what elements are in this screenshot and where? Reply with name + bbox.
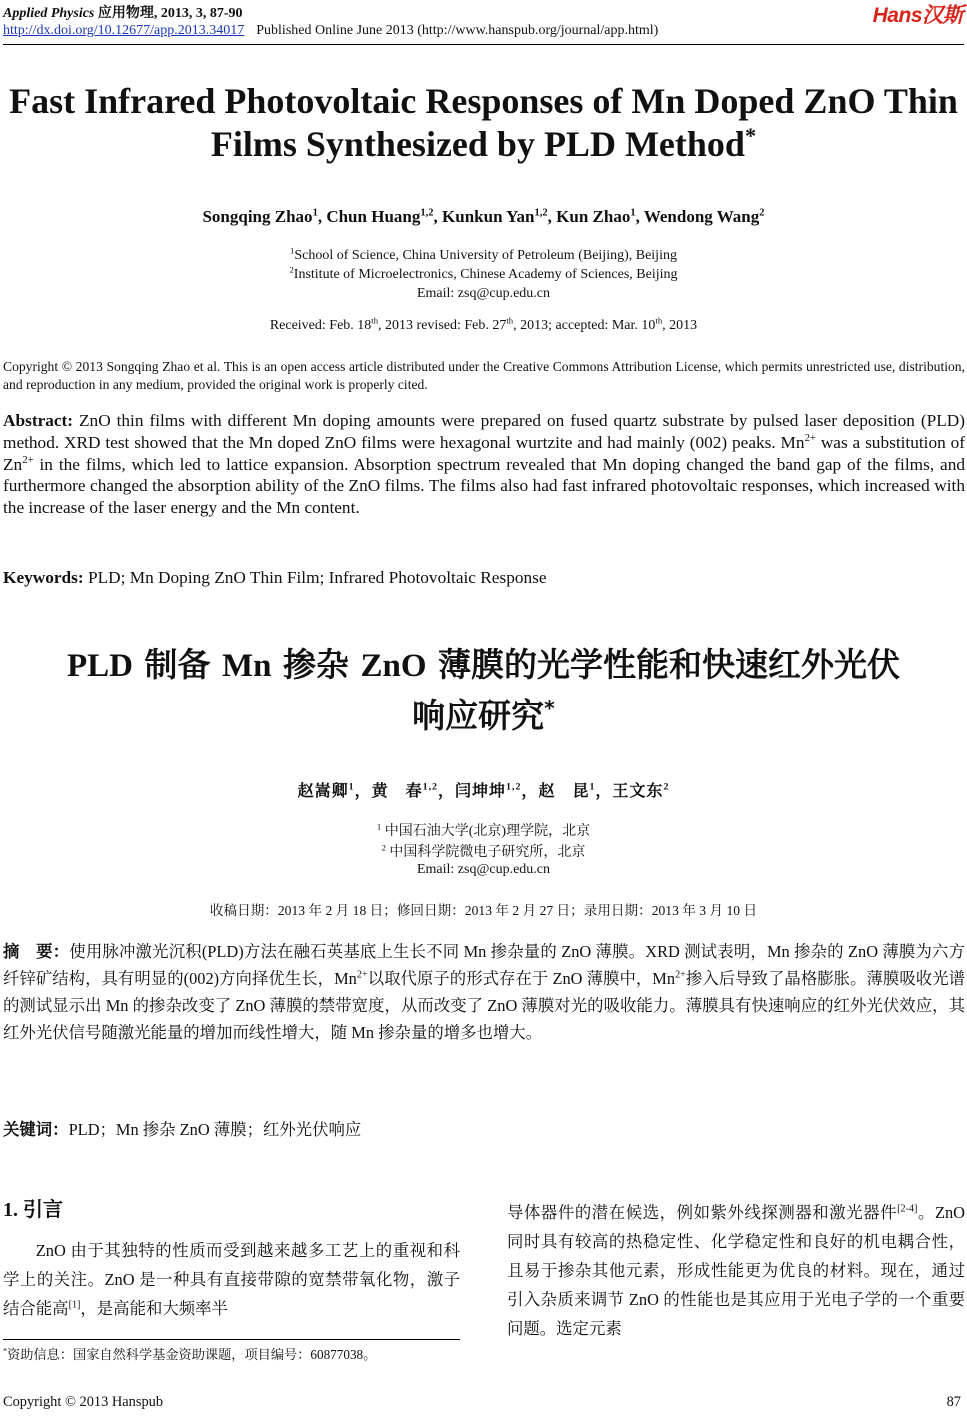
title-segment: Mn [221, 648, 272, 684]
ion-charge: 2+ [356, 969, 368, 981]
chinese-email: Email: zsq@cup.edu.cn [416, 862, 551, 877]
author-name: 闫坤坤 [455, 783, 507, 800]
revised-date-text: , 2013 revised: Feb. 27 [378, 318, 507, 333]
abstract-text: 掺入后导致了晶格膨胀。薄膜吸收光谱的测试显示出 Mn 的掺杂改变了 ZnO 薄膜的禁带宽度，从而改变了 ZnO 薄膜对光的吸收能力。薄膜具有快速响应的红外光伏效应，其红外光伏信号随激光能量的增加而线性增大，随 Mn 掺杂量的增多也增大。 [3, 969, 966, 1042]
english-affiliation-2 [0, 264, 967, 283]
funding-footnote [3, 1344, 376, 1363]
page-number: 87 [946, 1394, 961, 1410]
english-abstract [3, 410, 965, 519]
abstract-text: in the films, which led to lattice expansion. Absorption spectrum revealed that Mn doping changed the band gap of the films, and furthermore changed the absorption ability of the ZnO films. The films also had fast infrared photovoltaic responses, which increased with the increase of the laser energy and the Mn content. [3, 454, 965, 518]
title-segment: ZnO [360, 648, 427, 684]
author-name: 黄 春 [371, 783, 423, 800]
title-footnote-mark: * [544, 696, 555, 720]
footnote-text: 资助信息：国家自然科学基金资助课题，项目编号：60877038。 [7, 1347, 377, 1362]
chinese-title-line-1 [0, 640, 967, 691]
title-segment: 薄膜的光学性能和快速红外光伏 [426, 645, 900, 684]
chinese-title [0, 640, 967, 741]
ion-charge: 2+ [675, 969, 686, 981]
author-name: Wendong Wang [643, 207, 760, 226]
paragraph-text: 导体器件的潜在候选，例如紫外线探测器和激光器件 [507, 1203, 898, 1222]
doi-link[interactable]: http://dx.doi.org/10.12677/app.2013.34017 [3, 23, 245, 38]
affil-text: 中国石油大学(北京)理学院，北京 [384, 824, 591, 839]
author-affil-mark: 2 [759, 207, 765, 219]
affil-mark: 2 [289, 264, 294, 275]
chinese-abstract [3, 938, 965, 1046]
title-segment: 响应研究 [412, 696, 545, 735]
chinese-authors: 赵嵩卿$^1$，黄 春$^{1,2}$，闫坤坤$^{1,2}$，赵 昆$^1$，王文东$^2$ [297, 781, 670, 800]
english-copyright-notice: Copyright © 2013 Songqing Zhao et al. This is an open access article distributed under the Creative Commons Attribution License, which permits unrestricted use, distribution, and reproduction in any medium, provided the original work is properly cited. [3, 359, 965, 392]
footnote-divider [3, 1339, 460, 1340]
author-name: 赵嵩卿 [297, 783, 349, 800]
author-affil-mark: 1 [312, 207, 318, 219]
author-affil-mark: 1 [348, 781, 355, 793]
received-date-text: Received: Feb. 18 [269, 318, 372, 333]
affil-text: Institute of Microelectronics, Chinese Academy of Sciences, Beijing [293, 267, 678, 282]
ordinal-suffix: th [655, 315, 663, 326]
paragraph-text: ZnO 由于其独特的性质而受到越来越多工艺上的重视和科学上的关注。ZnO 是一种具有直接带隙的宽禁带氧化物，激子结合能高 [3, 1241, 460, 1318]
english-keywords [3, 568, 965, 588]
english-affiliation-1 [0, 245, 967, 264]
english-title-text: Fast Infrared Photovoltaic Responses of Mn Doped ZnO Thin Films Synthesized by PLD Method [9, 81, 958, 164]
title-segment: 制备 [132, 645, 222, 684]
english-email: Email: zsq@cup.edu.cn [416, 286, 551, 301]
journal-name-en: Applied Physics [3, 6, 95, 21]
author-affil-mark: 1 [589, 781, 596, 793]
abstract-label: 摘 要： [3, 942, 70, 961]
ordinal-suffix: th [506, 315, 514, 326]
keywords-label: Keywords: [3, 568, 84, 587]
keywords-text: PLD; Mn Doping ZnO Thin Film; Infrared Photovoltaic Response [83, 568, 547, 587]
citation-ref[interactable]: [1] [68, 1299, 81, 1311]
author-affil-mark: 1,2 [422, 781, 438, 793]
accepted-year-text: , 2013 [662, 318, 698, 333]
author-name: 王文东 [612, 783, 664, 800]
ordinal-suffix: th [371, 315, 379, 326]
author-affil-mark: 1 [630, 207, 636, 219]
affil-mark: 2 [381, 842, 386, 853]
footer-copyright: Copyright © 2013 Hanspub [3, 1394, 164, 1410]
intro-paragraph [3, 1236, 460, 1323]
accepted-date-text: , 2013; accepted: Mar. 10 [513, 318, 656, 333]
abstract-text: 以取代原子的形式存在于 ZnO 薄膜中，Mn [367, 969, 676, 988]
english-authors: Songqing Zhao$^1$, Chun Huang$^{1,2}$, Kunkun Yan$^{1,2}$, Kun Zhao$^1$, Wendong Wang$^2$ [202, 207, 765, 226]
author-affil-mark: 1,2 [420, 207, 434, 219]
english-received-dates [0, 315, 967, 334]
abstract-text: 使用脉冲激光沉积(PLD)方法在融石英基底上生长不同 Mn 掺杂量的 ZnO 薄膜。XRD 测试表明，Mn 掺杂的 ZnO 薄膜为六方纤锌矿结构，具有明显的(002)方向择优生长，Mn [3, 942, 965, 988]
chinese-affiliation-2 [0, 841, 967, 861]
citation-ref[interactable]: [2-4] [897, 1203, 918, 1215]
journal-name-cn: 应用物理, 2013, 3, 87-90 [97, 6, 243, 21]
author-affil-mark: 2 [663, 781, 670, 793]
author-name: Kun Zhao [556, 207, 631, 226]
keywords-label: 关键词： [3, 1120, 69, 1139]
author-name: Kunkun Yan [442, 207, 535, 226]
abstract-text: was a substitution of Zn [3, 432, 965, 474]
paragraph-text: 。ZnO 同时具有较高的热稳定性、化学稳定性和良好的机电耦合性，且易于掺杂其他元素，形成性能更为优良的材料。现在，通过引入杂质来调节 ZnO 的性能也是其应用于光电子学的一个重要问题。选定元素 [507, 1203, 965, 1338]
affil-text: 中国科学院微电子研究所，北京 [389, 845, 586, 860]
affil-mark: 1 [376, 821, 382, 832]
intro-left-column [3, 1236, 460, 1323]
affil-mark: 1 [290, 245, 295, 256]
author-name: 赵 昆 [538, 783, 590, 800]
affil-text: School of Science, China University of Petroleum (Beijing), Beijing [294, 248, 677, 263]
abstract-text: ZnO thin films with different Mn doping amounts were prepared on fused quartz substrate by pulsed laser deposition (PLD) method. XRD test showed that the Mn doped ZnO films were hexagonal wurtzite and had mainly (002) peaks. Mn [3, 411, 965, 452]
chinese-received-dates: 收稿日期：2013 年 2 月 18 日；修回日期：2013 年 2 月 27 日；录用日期：2013 年 3 月 10 日 [209, 903, 758, 918]
intro-right-column [507, 1198, 965, 1343]
published-online: Published Online June 2013 (http://www.hanspub.org/journal/app.html) [256, 23, 659, 38]
title-footnote-mark: * [744, 123, 757, 148]
ion-charge: 2+ [22, 453, 34, 466]
author-affil-mark: 1,2 [506, 781, 522, 793]
section-heading-introduction: 1. 引言 [3, 1199, 63, 1221]
chinese-keywords [3, 1116, 965, 1140]
chinese-affiliation-1 [0, 820, 967, 840]
header-divider [3, 44, 964, 45]
hanspub-logo: Hans汉斯 [872, 4, 963, 27]
ion-charge: 2+ [804, 432, 816, 445]
english-title [0, 80, 967, 166]
doi-row [3, 23, 658, 39]
author-name: Songqing Zhao [202, 207, 313, 226]
journal-citation [3, 2, 243, 22]
abstract-label: Abstract: [3, 411, 74, 430]
keywords-text: PLD；Mn 掺杂 ZnO 薄膜；红外光伏响应 [68, 1120, 362, 1139]
footnote-mark: * [3, 1346, 8, 1356]
title-segment: 掺杂 [271, 645, 361, 684]
paragraph-text: ，是高能和大频率半 [80, 1299, 228, 1318]
author-affil-mark: 1,2 [534, 207, 548, 219]
author-name: Chun Huang [326, 207, 421, 226]
chinese-title-line-2 [0, 691, 967, 741]
title-segment: PLD [66, 648, 133, 684]
